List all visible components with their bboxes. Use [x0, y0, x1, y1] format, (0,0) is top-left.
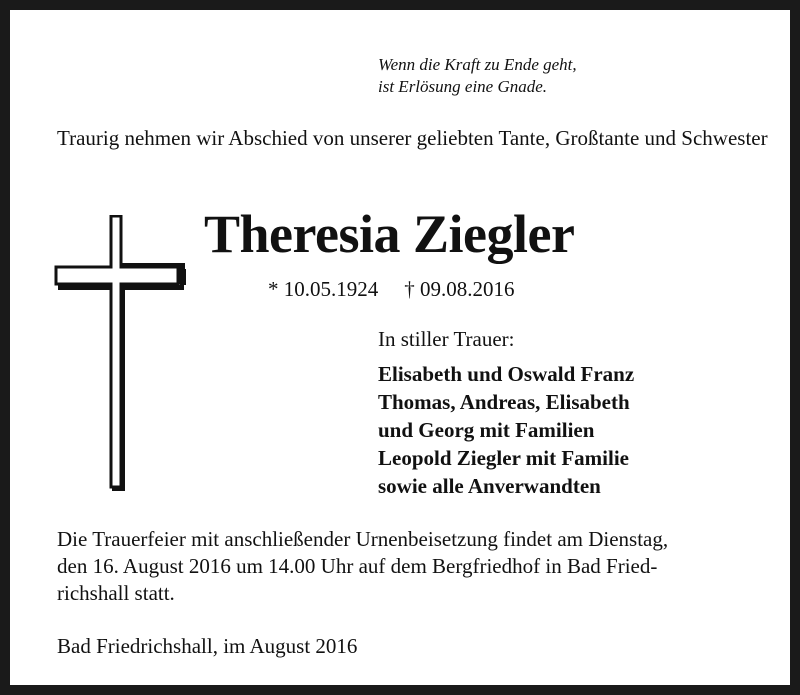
- mourning-label: In stiller Trauer:: [378, 327, 515, 351]
- mourner-line: Elisabeth und Oswald Franz: [378, 362, 635, 386]
- motto-line-2: ist Erlösung eine Gnade.: [378, 77, 548, 96]
- death-date: † 09.08.2016: [404, 277, 515, 301]
- birth-date: * 10.05.1924: [268, 277, 379, 301]
- funeral-service-text: [57, 526, 769, 607]
- intro-text: Traurig nehmen wir Abschied von unserer geliebten Tante, Großtante und Schwester: [57, 126, 768, 150]
- mourner-line: und Georg mit Familien: [378, 418, 595, 442]
- cross-icon: [54, 215, 189, 495]
- motto-line-1: Wenn die Kraft zu Ende geht,: [378, 55, 577, 74]
- place-and-date: Bad Friedrichshall, im August 2016: [57, 634, 358, 658]
- mourner-line: Leopold Ziegler mit Familie: [378, 446, 629, 470]
- mourner-line: sowie alle Anverwandten: [378, 474, 601, 498]
- motto-quote: [378, 54, 577, 98]
- life-dates: [268, 276, 515, 302]
- service-line: Die Trauerfeier mit anschließender Urnenbeisetzung findet am Dienstag,: [57, 527, 669, 551]
- mourners-list: [378, 360, 634, 500]
- service-line: richshall statt.: [57, 581, 175, 605]
- deceased-name: Theresia Ziegler: [204, 204, 575, 264]
- service-line: den 16. August 2016 um 14.00 Uhr auf dem Bergfriedhof in Bad Fried-: [57, 554, 658, 578]
- mourner-line: Thomas, Andreas, Elisabeth: [378, 390, 630, 414]
